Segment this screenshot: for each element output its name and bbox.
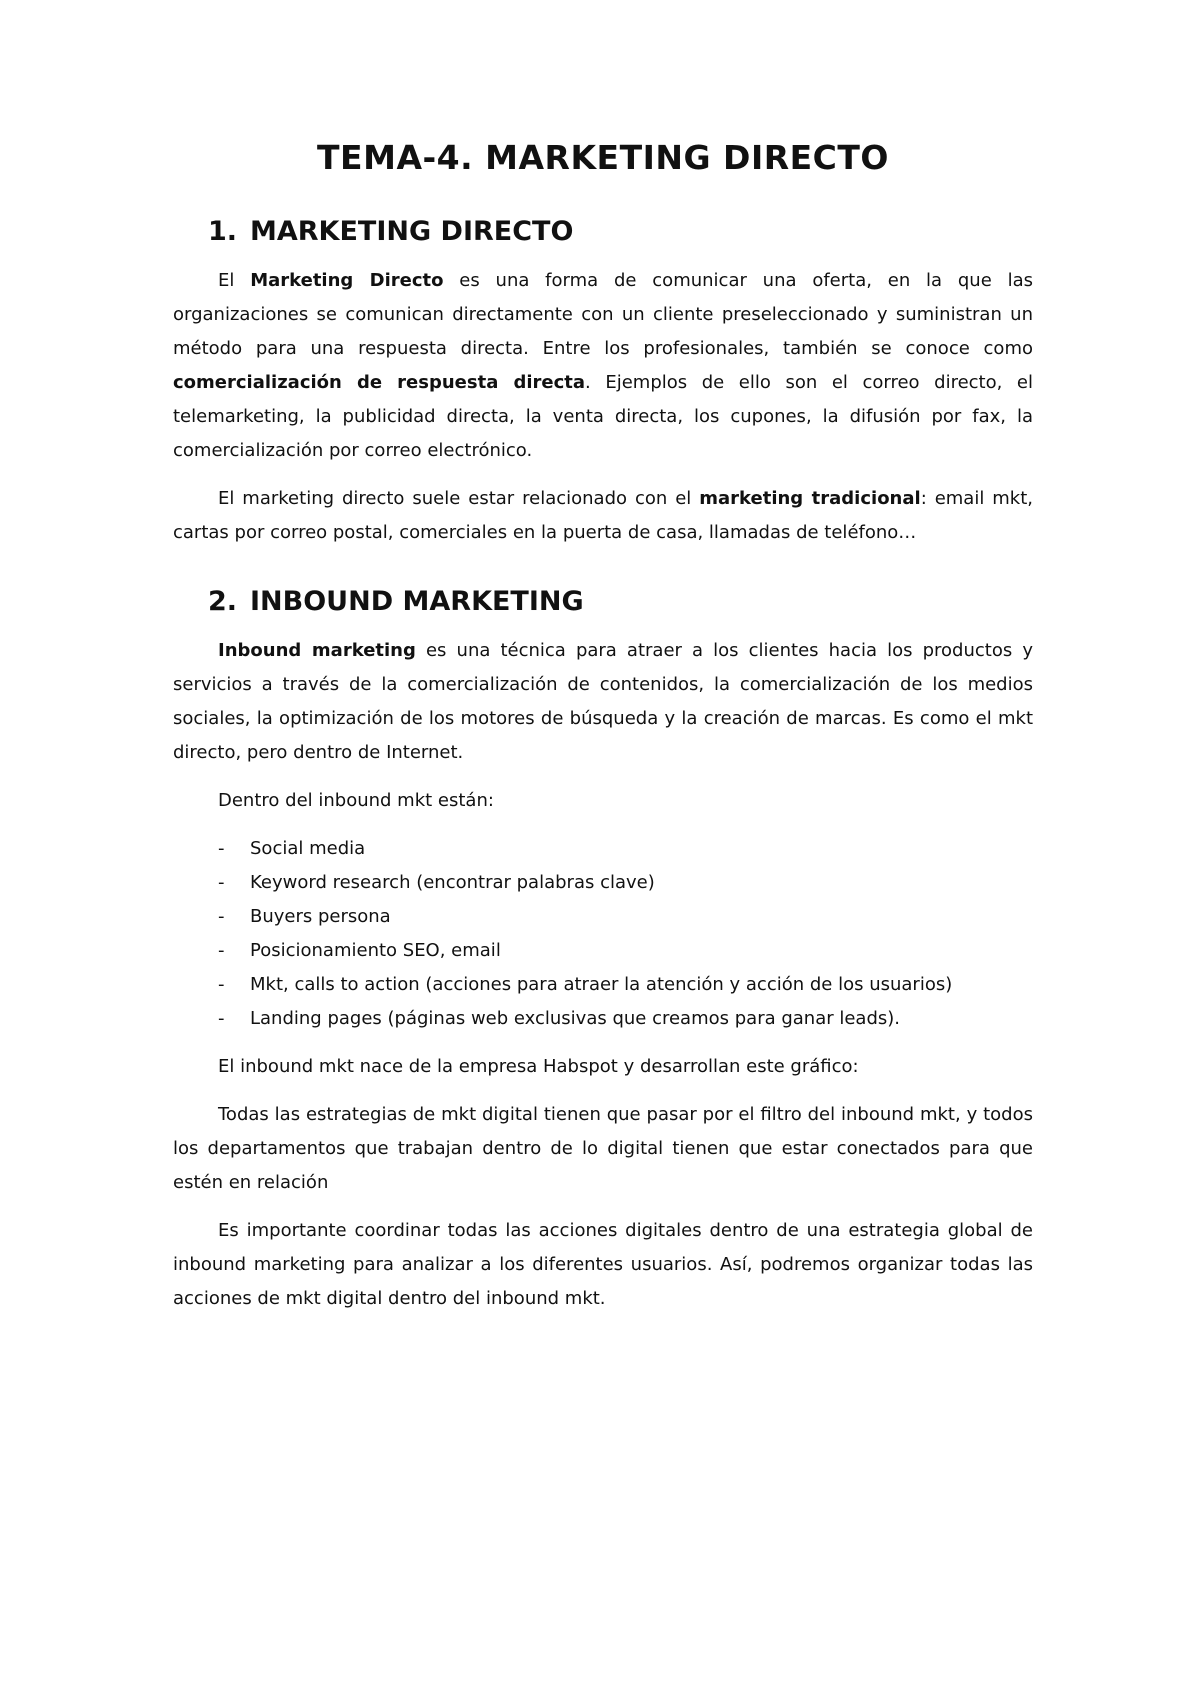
list-item-text: Posicionamiento SEO, email	[250, 940, 501, 961]
list-item	[173, 968, 1033, 1002]
list-dash: -	[218, 838, 225, 859]
list-item	[173, 934, 1033, 968]
section-1-paragraph-2	[173, 482, 1033, 550]
bold-term-inbound-marketing: Inbound marketing	[218, 640, 416, 661]
list-item-text: Mkt, calls to action (acciones para atraer la atención y acción de los usuarios)	[250, 974, 953, 995]
text-run: es una forma de comunicar una oferta, en la que las organizaciones se comunican directamente con un cliente preseleccionado y suministran un método para una respuesta directa. Entre los profesionales, también se conoce como	[173, 270, 1033, 359]
text-run: El marketing directo suele estar relacionado con el	[218, 488, 700, 509]
bold-term-marketing-directo: Marketing Directo	[250, 270, 444, 291]
section-2-paragraph-4: Todas las estrategias de mkt digital tienen que pasar por el filtro del inbound mkt, y todos los departamentos que trabajan dentro de lo digital tienen que estar conectados para que estén en relación	[173, 1104, 1033, 1193]
section-2-paragraph-3: El inbound mkt nace de la empresa Habspot y desarrollan este gráfico:	[218, 1056, 859, 1077]
inbound-list	[173, 832, 1033, 1036]
section-2-heading	[173, 584, 1033, 620]
section-2-paragraph-5: Es importante coordinar todas las acciones digitales dentro de una estrategia global de inbound marketing para analizar a los diferentes usuarios. Así, podremos organizar todas las acciones de mkt digital dentro del inbound mkt.	[173, 1220, 1033, 1309]
list-item	[173, 866, 1033, 900]
section-2-paragraph-2: Dentro del inbound mkt están:	[218, 790, 494, 811]
list-dash: -	[218, 906, 225, 927]
bold-term-respuesta-directa: comercialización de respuesta directa	[173, 372, 586, 393]
list-item	[173, 1002, 1033, 1036]
section-1-heading-text: MARKETING DIRECTO	[250, 216, 574, 247]
text-run: : email mkt, cartas por correo postal, comerciales en la puerta de casa, llamadas de teléfono…	[173, 488, 1034, 543]
list-dash: -	[218, 940, 225, 961]
bold-term-marketing-tradicional: marketing tradicional	[699, 488, 921, 509]
text-run: . Ejemplos de ello son el correo directo, el telemarketing, la publicidad directa, la venta directa, los cupones, la difusión por fax, la comercialización por correo electrónico.	[173, 372, 1033, 461]
list-item-text: Buyers persona	[250, 906, 391, 927]
section-spacer	[173, 564, 1033, 584]
list-item-text: Landing pages (páginas web exclusivas que creamos para ganar leads).	[250, 1008, 901, 1029]
section-1-paragraph-1	[173, 264, 1033, 468]
list-dash: -	[218, 872, 225, 893]
document-body	[173, 138, 1033, 1330]
list-item	[173, 832, 1033, 866]
section-2-heading-text: INBOUND MARKETING	[250, 586, 584, 617]
document-title: TEMA-4. MARKETING DIRECTO	[317, 138, 889, 177]
section-2-number: 2.	[208, 586, 238, 617]
section-2-paragraph-1	[173, 634, 1033, 770]
text-run: es una técnica para atraer a los clientes hacia los productos y servicios a través de la comercialización de contenidos, la comercialización de los medios sociales, la optimización de los motores de búsqueda y la creación de marcas. Es como el mkt directo, pero dentro de Internet.	[173, 640, 1033, 763]
list-dash: -	[218, 974, 225, 995]
list-dash: -	[218, 1008, 225, 1029]
section-1-number: 1.	[208, 216, 238, 247]
list-item	[173, 900, 1033, 934]
list-item-text: Keyword research (encontrar palabras clave)	[250, 872, 655, 893]
section-1-heading	[173, 214, 1033, 250]
text-run: El	[218, 270, 251, 291]
list-item-text: Social media	[250, 838, 366, 859]
